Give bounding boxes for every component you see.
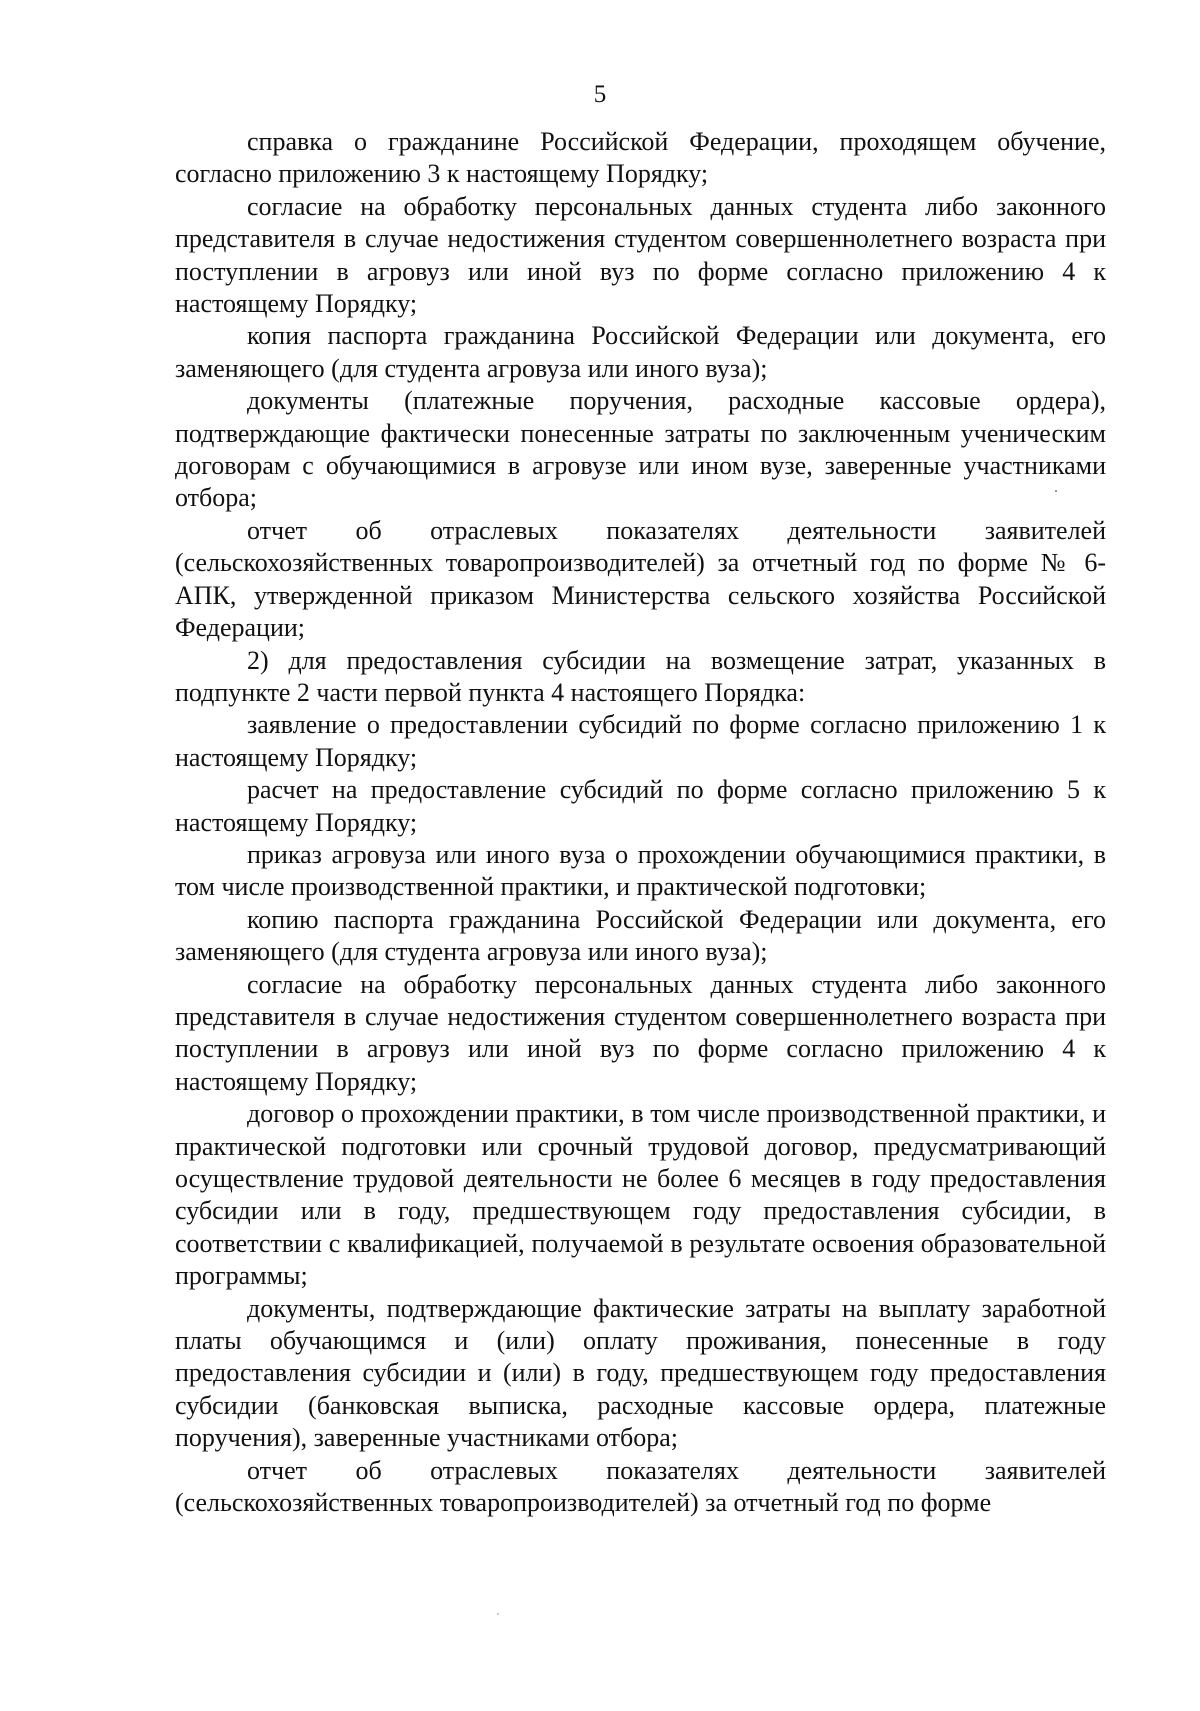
paragraph-4: документы (платежные поручения, расходные кассовые ордера), подтверждающие фактически понесенные затраты по заключенным ученическим договорам с обучающимися в агровузе или ином вузе, заверенные участниками отбора; bbox=[175, 386, 1106, 513]
paragraph-13: документы, подтверждающие фактические затраты на выплату заработной платы обучающимся и (или) оплату проживания, понесенные в году предоставления субсидии и (или) в году, предшествующем году предоставления субсидии (банковская выписка, расходные кассовые ордера, платежные поручения), заверенные участниками отбора; bbox=[175, 1293, 1106, 1453]
paragraph-12: договор о прохождении практики, в том числе производственной практики, и практической подготовки или срочный трудовой договор, предусматривающий осуществление трудовой деятельности не более 6 месяцев в году предоставления субсидии или в году, предшествующем году предоставления субсидии, в соответствии с квалификацией, получаемой в результате освоения образовательной программы; bbox=[175, 1099, 1106, 1291]
paragraph-8: расчет на предоставление субсидий по форме согласно приложению 5 к настоящему Порядку; bbox=[175, 775, 1106, 837]
scan-speck bbox=[1055, 490, 1057, 492]
paragraph-6: 2) для предоставления субсидии на возмещение затрат, указанных в подпункте 2 части первой пункта 4 настоящего Порядка: bbox=[175, 645, 1106, 707]
paragraph-11: согласие на обработку персональных данных студента либо законного представителя в случае недостижения студентом совершеннолетнего возраста при поступлении в агровуз или иной вуз по форме согласно приложению 4 к настоящему Порядку; bbox=[175, 969, 1106, 1096]
paragraph-2: согласие на обработку персональных данных студента либо законного представителя в случае недостижения студентом совершеннолетнего возраста при поступлении в агровуз или иной вуз по форме согласно приложению 4 к настоящему Порядку; bbox=[175, 191, 1106, 319]
paragraph-14: отчет об отраслевых показателях деятельности заявителей (сельскохозяйственных товаропроизводителей) за отчетный год по форме bbox=[175, 1455, 1106, 1518]
paragraph-7: заявление о предоставлении субсидий по форме согласно приложению 1 к настоящему Порядку; bbox=[175, 710, 1106, 772]
paragraph-5: отчет об отраслевых показателях деятельности заявителей (сельскохозяйственных товаропроизводителей) за отчетный год по форме № 6-АПК, утвержденной приказом Министерства сельского хозяйства Российской Федерации; bbox=[175, 515, 1106, 643]
page-number: 5 bbox=[593, 81, 607, 108]
paragraph-10: копию паспорта гражданина Российской Федерации или документа, его заменяющего (для студента агровуза или иного вуза); bbox=[175, 904, 1106, 967]
document-body bbox=[175, 126, 1106, 1519]
scan-speck bbox=[497, 1613, 499, 1615]
paragraph-9: приказ агровуза или иного вуза о прохождении обучающимися практики, в том числе производственной практики, и практической подготовки; bbox=[175, 839, 1106, 902]
paragraph-3: копия паспорта гражданина Российской Федерации или документа, его заменяющего (для студента агровуза или иного вуза); bbox=[175, 321, 1106, 383]
paragraph-1: справка о гражданине Российской Федерации, проходящем обучение, согласно приложению 3 к настоящему Порядку; bbox=[175, 127, 1106, 189]
